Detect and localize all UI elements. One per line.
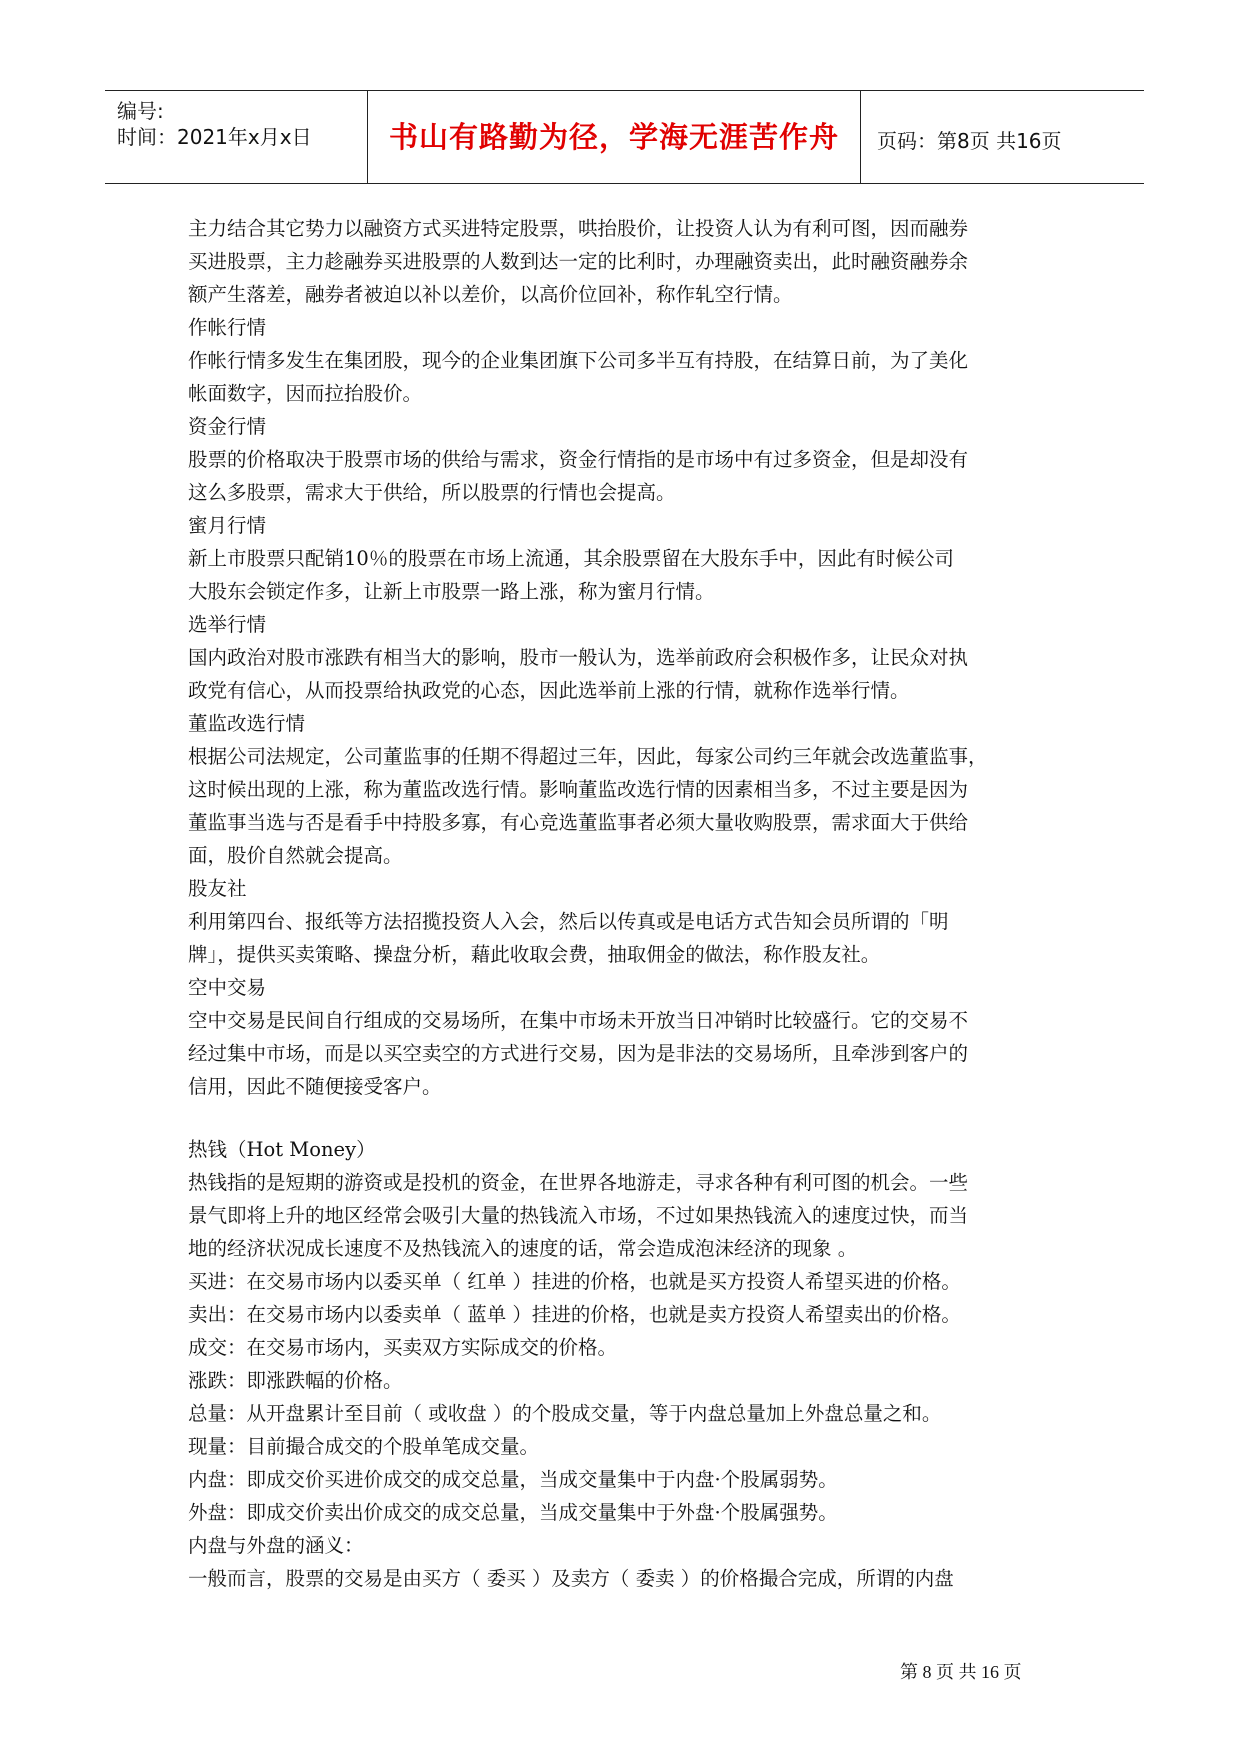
text-line: 空中交易是民间自行组成的交易场所，在集中市场未开放当日冲销时比较盛行。它的交易不	[188, 1009, 969, 1032]
text-line: 涨跌：即涨跌幅的价格。	[188, 1369, 403, 1392]
text-line: 资金行情	[188, 415, 267, 438]
text-line: 总量：从开盘累计至目前（ 或收盘 ）的个股成交量，等于内盘总量加上外盘总量之和。	[188, 1402, 942, 1425]
header-page-cell	[861, 91, 1144, 183]
text-line: 买进股票，主力趁融券买进股票的人数到达一定的比利时，办理融资卖出，此时融资融券余	[188, 250, 969, 273]
text-line: 股票的价格取决于股票市场的供给与需求，资金行情指的是市场中有过多资金，但是却没有	[188, 448, 969, 471]
page-header	[105, 90, 1144, 184]
text-line: 主力结合其它势力以融资方式买进特定股票，哄抬股价，让投资人认为有利可图，因而融券	[188, 217, 969, 240]
text-line: 大股东会锁定作多，让新上市股票一路上涨，称为蜜月行情。	[188, 580, 715, 603]
text-line: 一般而言，股票的交易是由买方（ 委买 ）及卖方（ 委卖 ）的价格撮合完成，所谓的内盘	[188, 1567, 954, 1590]
text-line: 帐面数字，因而拉抬股价。	[188, 382, 423, 405]
text-line: 内盘与外盘的涵义：	[188, 1534, 364, 1557]
text-line: 新上市股票只配销10％的股票在市场上流通，其余股票留在大股东手中，因此有时候公司	[188, 547, 954, 570]
header-info-cell	[105, 91, 368, 183]
paragraph-gap	[188, 1103, 1078, 1133]
text-block-2	[188, 1133, 1078, 1595]
text-line: 空中交易	[188, 976, 267, 999]
text-line: 买进：在交易市场内以委买单（ 红单 ）挂进的价格，也就是买方投资人希望买进的价格。	[188, 1270, 961, 1293]
header-motto-cell	[368, 91, 861, 183]
text-line: 内盘：即成交价买进价成交的成交总量，当成交量集中于内盘·个股属弱势。	[188, 1468, 838, 1491]
text-line: 景气即将上升的地区经常会吸引大量的热钱流入市场，不过如果热钱流入的速度过快，而当	[188, 1204, 969, 1227]
text-line: 热钱指的是短期的游资或是投机的资金，在世界各地游走，寻求各种有利可图的机会。一些	[188, 1171, 969, 1194]
text-line: 作帐行情多发生在集团股，现今的企业集团旗下公司多半互有持股，在结算日前，为了美化	[188, 349, 969, 372]
text-line: 这么多股票，需求大于供给，所以股票的行情也会提高。	[188, 481, 676, 504]
text-line: 成交：在交易市场内，买卖双方实际成交的价格。	[188, 1336, 618, 1359]
date-label: 时间：2021年x月x日	[117, 125, 312, 149]
text-line: 董监改选行情	[188, 712, 306, 735]
text-line: 面，股价自然就会提高。	[188, 844, 403, 867]
text-line: 牌」，提供买卖策略、操盘分析，藉此收取会费，抽取佣金的做法，称作股友社。	[188, 943, 881, 966]
document-body	[188, 212, 1078, 1595]
text-line: 信用，因此不随便接受客户。	[188, 1075, 442, 1098]
text-line: 蜜月行情	[188, 514, 267, 537]
text-line: 政党有信心，从而投票给执政党的心态，因此选举前上涨的行情，就称作选举行情。	[188, 679, 910, 702]
text-line: 这时候出现的上涨，称为董监改选行情。影响董监改选行情的因素相当多，不过主要是因为	[188, 778, 969, 801]
text-line: 选举行情	[188, 613, 267, 636]
document-number-label: 编号:	[117, 99, 164, 123]
text-line: 国内政治对股市涨跌有相当大的影响，股市一般认为，选举前政府会积极作多，让民众对执	[188, 646, 969, 669]
text-line: 股友社	[188, 877, 247, 900]
text-line: 董监事当选与否是看手中持股多寡，有心竞选董监事者必须大量收购股票，需求面大于供给	[188, 811, 969, 834]
text-line: 热钱（Hot Money）	[188, 1138, 376, 1161]
text-line: 经过集中市场，而是以买空卖空的方式进行交易，因为是非法的交易场所，且牵涉到客户的	[188, 1042, 969, 1065]
motto: 书山有路勤为径，学海无涯苦作舟	[388, 120, 839, 154]
text-line: 作帐行情	[188, 316, 267, 339]
text-block-1	[188, 212, 1078, 1103]
page-number-label: 页码：第8页 共16页	[877, 129, 1062, 153]
text-line: 卖出：在交易市场内以委卖单（ 蓝单 ）挂进的价格，也就是卖方投资人希望卖出的价格。	[188, 1303, 961, 1326]
text-line: 现量：目前撮合成交的个股单笔成交量。	[188, 1435, 540, 1458]
text-line: 地的经济状况成长速度不及热钱流入的速度的话，常会造成泡沫经济的现象 。	[188, 1237, 858, 1260]
text-line: 根据公司法规定，公司董监事的任期不得超过三年，因此，每家公司约三年就会改选董监事，	[188, 745, 988, 768]
page-footer: 第 8 页 共 16 页	[900, 1662, 1022, 1682]
text-line: 利用第四台、报纸等方法招揽投资人入会，然后以传真或是电话方式告知会员所谓的「明	[188, 910, 949, 933]
text-line: 额产生落差，融券者被迫以补以差价，以高价位回补，称作轧空行情。	[188, 283, 793, 306]
text-line: 外盘：即成交价卖出价成交的成交总量，当成交量集中于外盘·个股属强势。	[188, 1501, 838, 1524]
